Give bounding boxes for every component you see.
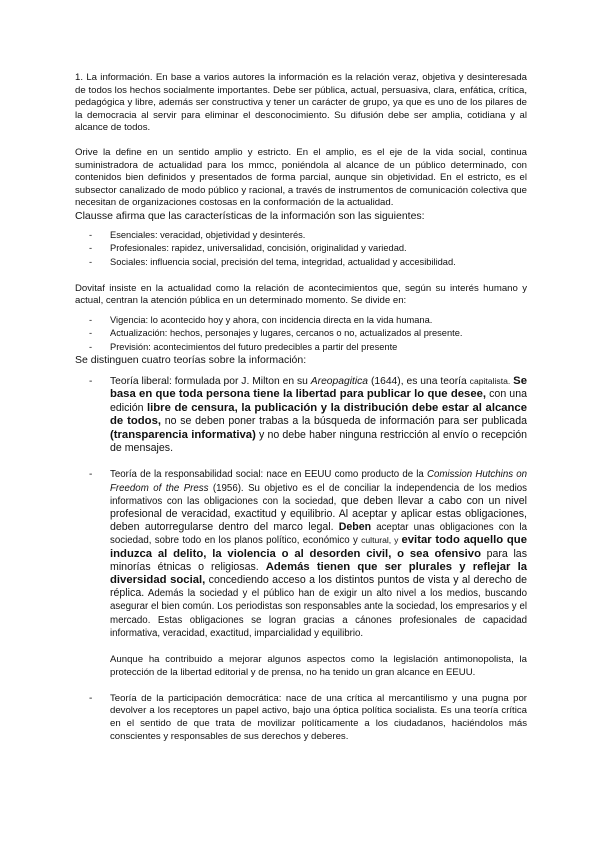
text-span: que deben llevar a cabo con un nivel profesional de veracidad, exactitud y equilibrio. Al aceptar y aplicar estas obligaciones, deben autorregularse dentro del marco legal. bbox=[110, 494, 527, 534]
list-item: - Esenciales: veracidad, objetividad y desinterés. bbox=[89, 229, 527, 242]
text-span: Se basa en que toda persona tiene la libertad para publicar lo que desee, bbox=[110, 374, 527, 401]
paragraph-informacion: 1. La información. En base a varios autores la información es la relación veraz, objetiva y desinteresada de todos los hechos socialmente importantes. Debe ser pública, actual, persuasiva, clara, enfática, crítica, pedagógica y libre, además ser constructiva y tener un carácter de grupo, ya que es uno de los pilares de la democracia al servir para eliminar el desconocimiento. Su difusión debe ser amplia, cotidiana y al alcance de todos. bbox=[75, 72, 527, 134]
text-span: concediendo acceso a los distintos puntos de vista y al derecho de réplica. bbox=[110, 573, 528, 600]
paragraph-clausse: Clausse afirma que las características de la información son las siguientes: bbox=[75, 209, 425, 222]
theory-participacion-democratica: - Teoría de la participación democrática: nace de una crítica al mercantilismo y una pugna por devolver a los receptores un papel activo, bajo una óptica política socialista. Es una teoría crítica en el sentido de que trata de movilizar políticamente a los ciudadanos, haciéndolos más conscientes y responsables de sus derechos y deberes. bbox=[89, 693, 527, 744]
text-span: Además tienen que ser plurales y reflejar la diversidad social, bbox=[110, 560, 527, 586]
text-span: (transparencia informativa) bbox=[110, 428, 256, 441]
text-span: Comission Hutchins on Freedom of the Press bbox=[110, 469, 527, 494]
theory-liberal bbox=[89, 375, 527, 455]
text-span: cultural, y bbox=[361, 535, 402, 546]
list-item: - Previsión: acontecimientos del futuro predecibles a partir del presente bbox=[89, 341, 527, 354]
text-span: (1644), es una teoría bbox=[368, 375, 470, 387]
text-span: no se deben poner trabas a la búsqueda de información para ser publicada bbox=[161, 415, 527, 428]
text-span: Además la sociedad y el público han de exigir un alto nivel a los medios, buscando asegurar el bien común. Los periodistas son responsables ante la sociedad, los empresarios y el mercado. Estas obligaciones se logran gracias a cánones profesionales de capacidad informativa, veracidad, exactitud, imparcialidad y equilibrio. bbox=[110, 588, 527, 639]
text-span: libre de censura, la publicación y la distribución debe estar al alcance de todos, bbox=[110, 401, 528, 428]
text-span: capitalista. bbox=[469, 375, 511, 386]
text-span: y no debe haber ninguna restricción al envío o recepción de mensajes. bbox=[110, 428, 527, 454]
list-item: - Actualización: hechos, personajes y lugares, cercanos o no, actualizados al presente. bbox=[89, 327, 527, 340]
paragraph-teorias-intro: Se distinguen cuatro teorías sobre la información: bbox=[75, 353, 307, 366]
list-item: - Profesionales: rapidez, universalidad, concisión, originalidad y variedad. bbox=[89, 242, 527, 255]
paragraph-responsabilidad-nota: Aunque ha contribuido a mejorar algunos aspectos como la legislación antimonopolista, la protección de la libertad editorial y de prensa, no ha tenido un gran alcance en EEUU. bbox=[110, 653, 527, 678]
list-caracteristicas bbox=[75, 229, 527, 269]
theory-responsabilidad-social bbox=[89, 468, 527, 679]
list-item: - Vigencia: lo acontecido hoy y ahora, con incidencia directa en la vida humana. bbox=[89, 314, 527, 327]
list-teorias bbox=[75, 375, 527, 744]
text-span: evitar todo aquello que induzca al delito, la violencia o al desorden civil, o sea ofensivo bbox=[110, 534, 527, 560]
text-span: Areopagitica bbox=[310, 375, 369, 387]
text-span: Teoría de la responsabilidad social: nace en EEUU como producto de la bbox=[110, 469, 427, 481]
paragraph-dovitaf: Dovitaf insiste en la actualidad como la relación de acontecimientos que, según su interés humano y actual, centran la atención pública en un determinado momento. Se divide en: bbox=[75, 282, 527, 307]
text-span: (1956). Su objetivo es el de conciliar la independencia de los medios informativos con las obligaciones con la sociedad, bbox=[110, 482, 527, 507]
text-span: Deben bbox=[338, 521, 372, 534]
text-span: con una edición bbox=[110, 388, 527, 414]
text-span: aceptar unas obligaciones con la sociedad, sobre todo en los planos político, económico y bbox=[110, 522, 528, 547]
list-divisiones bbox=[75, 314, 527, 354]
list-item: - Sociales: influencia social, precisión del tema, integridad, actualidad y accesibilidad. bbox=[89, 256, 527, 269]
paragraph-orive: Orive la define en un sentido amplio y estricto. En el amplio, es el eje de la vida social, continua suministradora de actualidad para los mmcc, poniéndola al alcance de un público determinado, con contenidos bien definidos y presentados de forma parcial, aunque sin objetividad. En el estricto, es el subsector canalizado de modo público y racional, a través de instrumentos de comunicación colectiva que necesitan de organizaciones costosas en la conformación de la actualidad. bbox=[75, 146, 527, 209]
text-span: Teoría liberal: formulada por J. Milton en su bbox=[110, 375, 311, 387]
text-span: para las minorías étnicas o religiosas. bbox=[110, 547, 527, 573]
